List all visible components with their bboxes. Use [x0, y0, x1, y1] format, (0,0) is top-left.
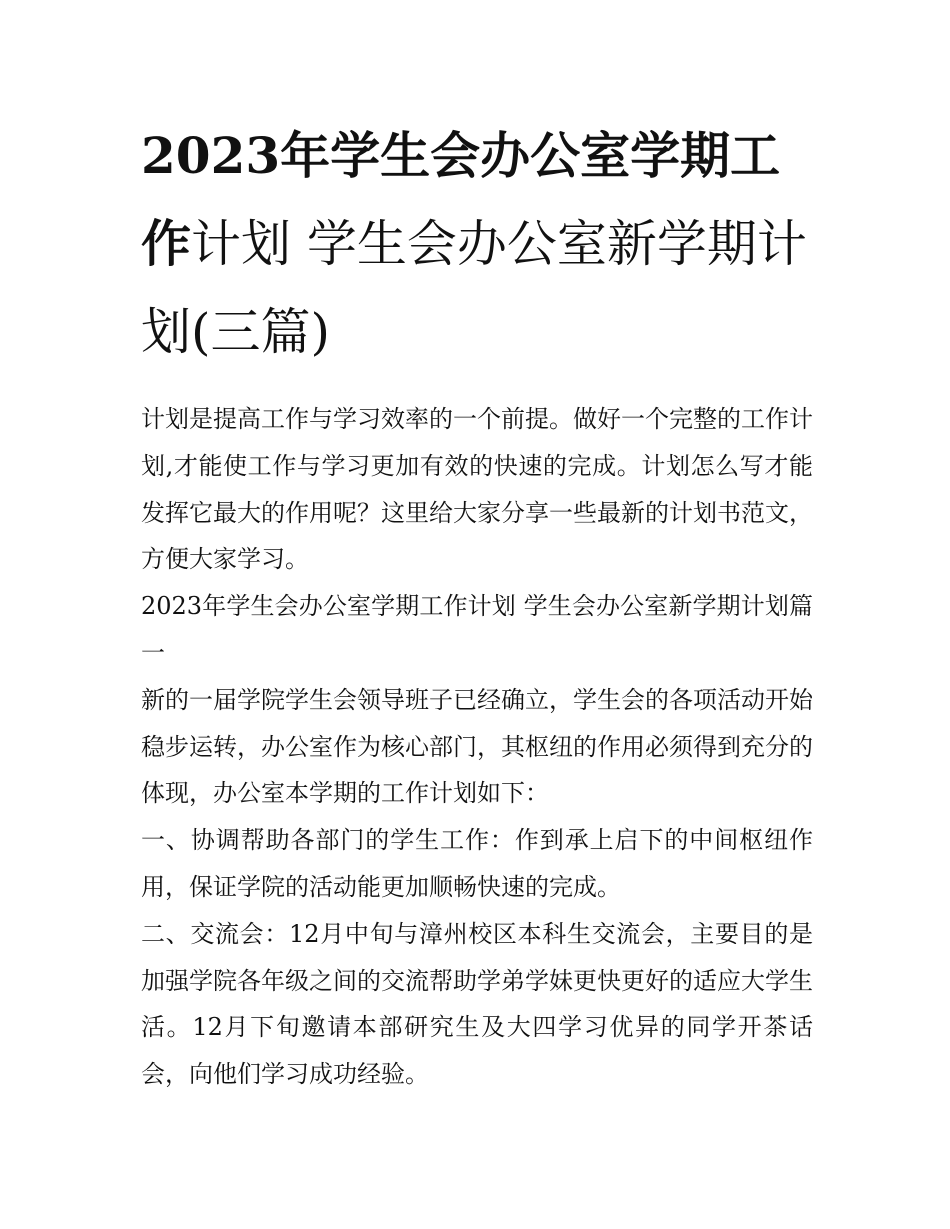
document-title-rest: 计划 学生会办公室新学期计划(三篇) [141, 215, 807, 361]
document-title [141, 112, 813, 376]
document-page [141, 112, 813, 1098]
section-heading: 2023年学生会办公室学期工作计划 学生会办公室新学期计划篇一 [141, 592, 813, 667]
intro-paragraph: 计划是提高工作与学习效率的一个前提。做好一个完整的工作计划,才能使工作与学习更加有效的快速的完成。计划怎么写才能发挥它最大的作用呢？这里给大家分享一些最新的计划书范文，方便大家学习。 [141, 405, 813, 574]
document-title-bold: 2023年学生会办公室学期工作 [141, 126, 781, 273]
list-item-2: 二、交流会：12月中旬与漳州校区本科生交流会，主要目的是加强学院各年级之间的交流帮助学弟学妹更快更好的适应大学生活。12月下旬邀请本部研究生及大四学习优异的同学开茶话会，向他们学习成功经验。 [141, 919, 813, 1089]
list-item-1: 一、协调帮助各部门的学生工作：作到承上启下的中间枢纽作用，保证学院的活动能更加顺畅快速的完成。 [141, 826, 813, 901]
body-paragraph: 新的一届学院学生会领导班子已经确立，学生会的各项活动开始稳步运转，办公室作为核心部门，其枢纽的作用必须得到充分的体现，办公室本学期的工作计划如下： [141, 685, 813, 808]
